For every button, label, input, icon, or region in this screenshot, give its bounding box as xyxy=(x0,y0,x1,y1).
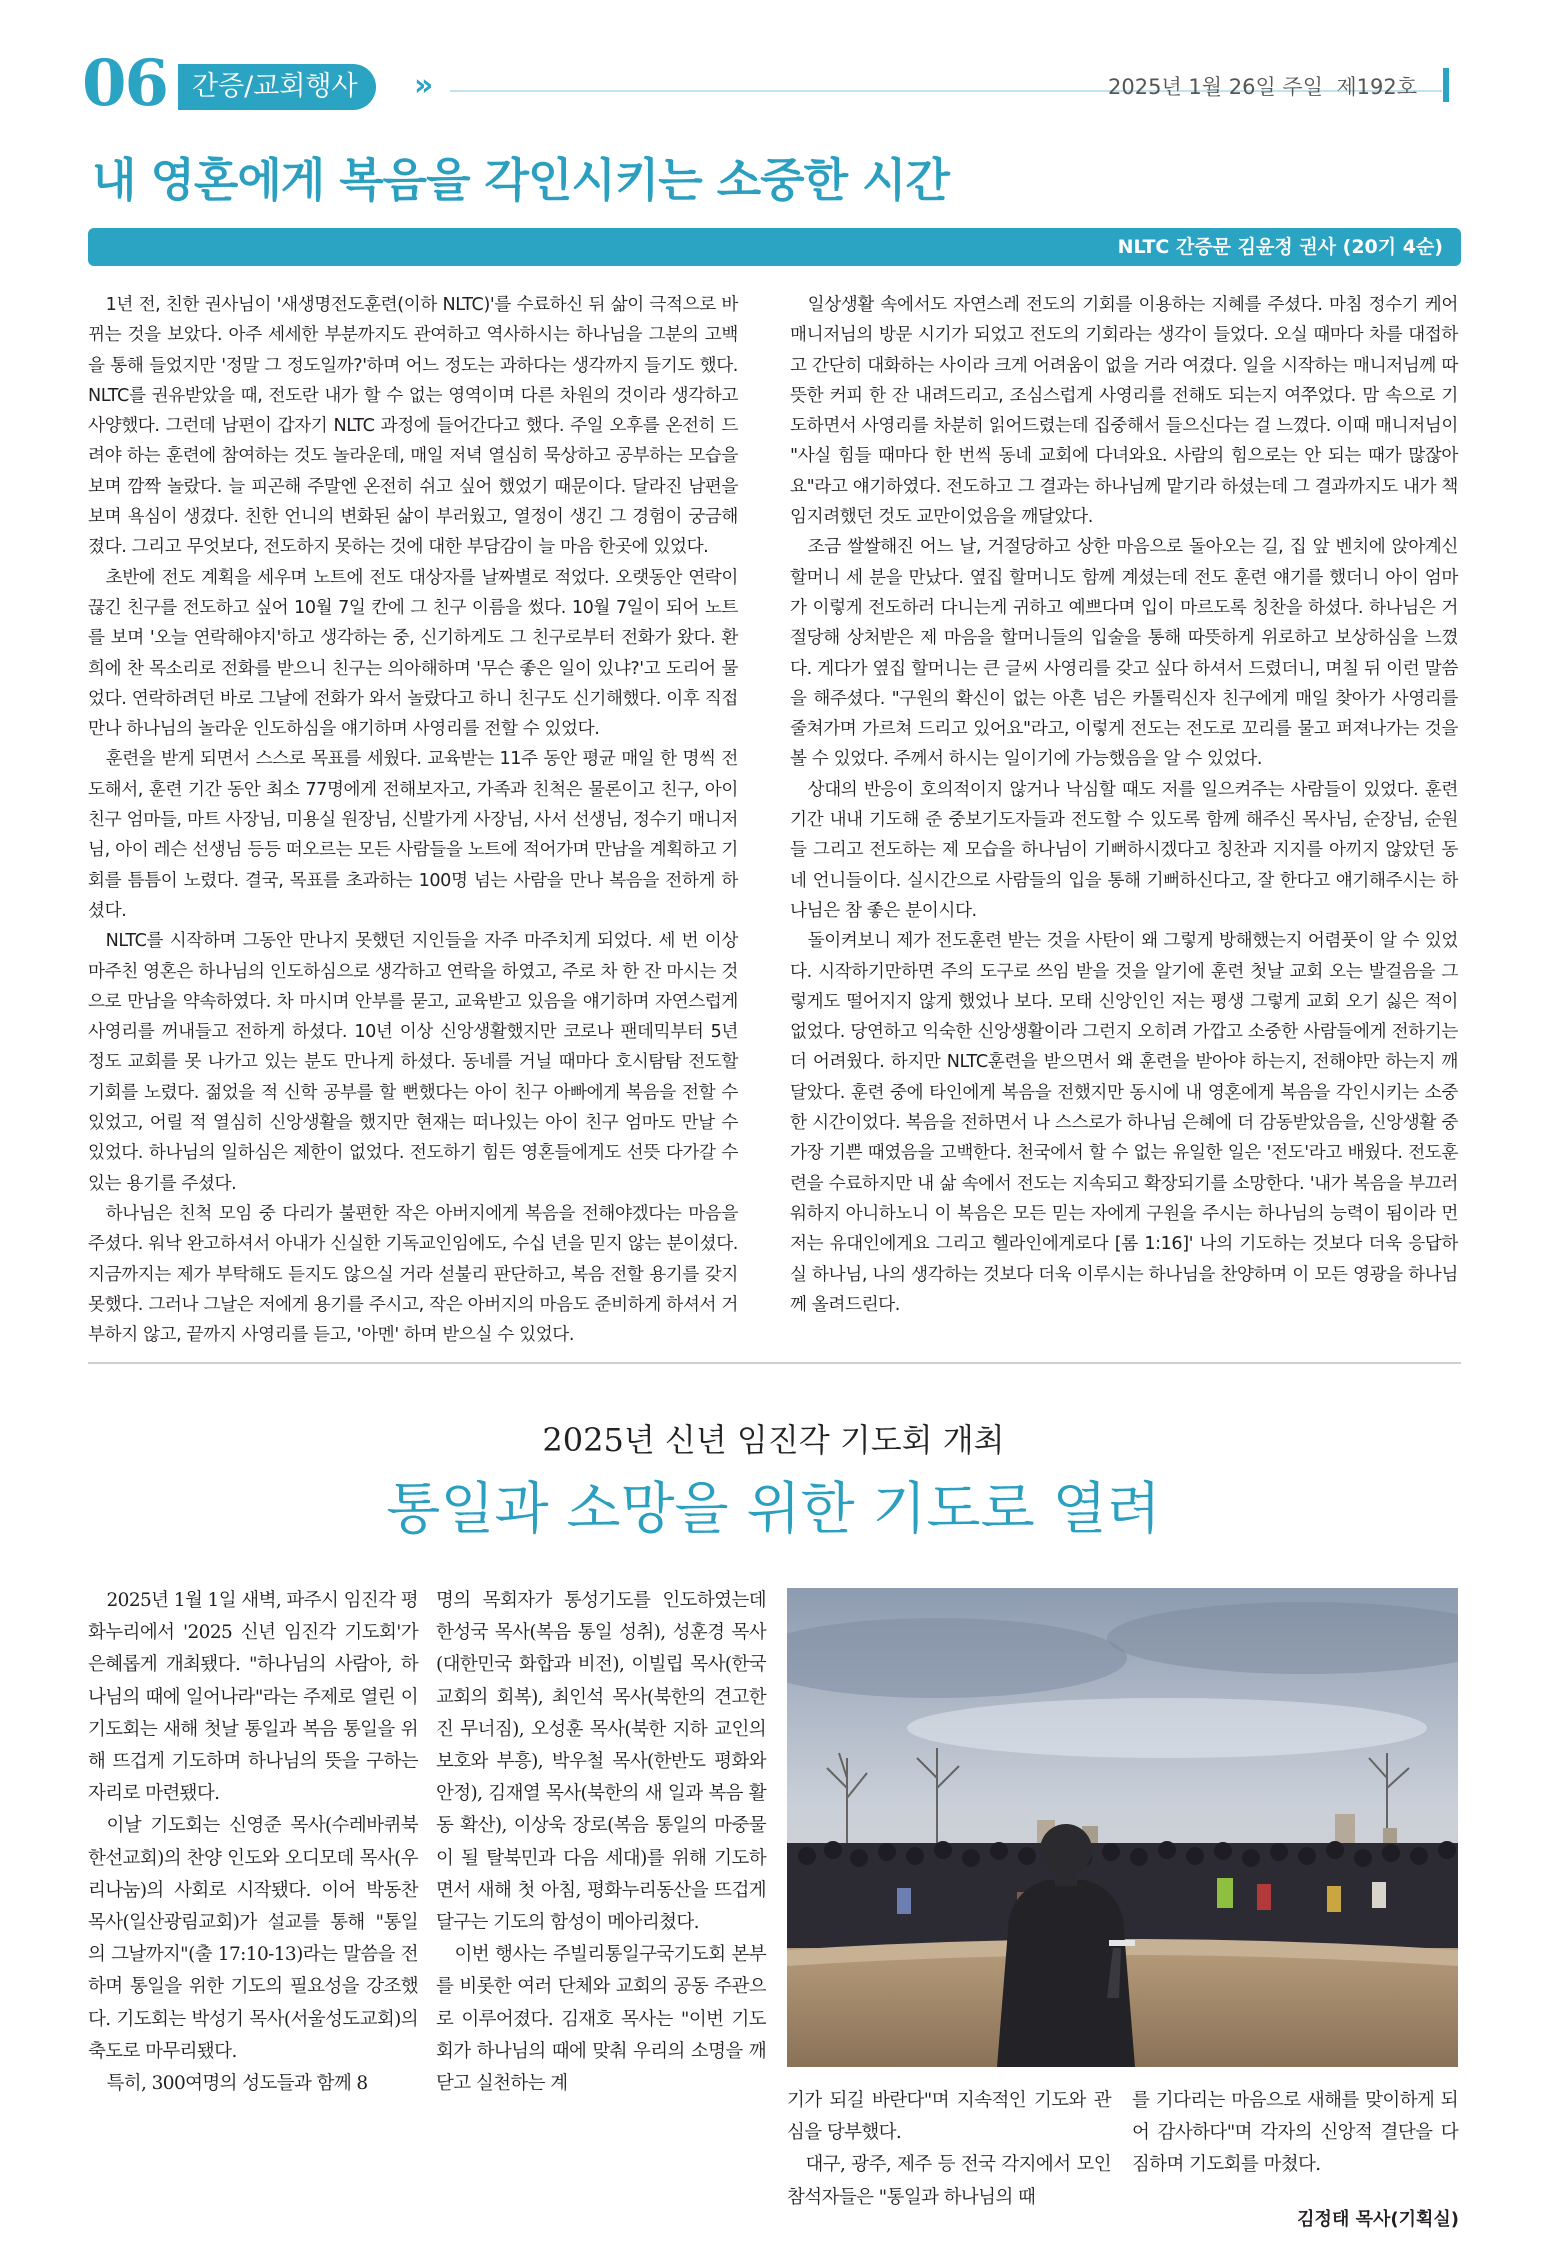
paragraph: 2025년 1월 1일 새벽, 파주시 임진각 평화누리에서 '2025 신년 임진각 기도회'가 은혜롭게 개최됐다. "하나님의 사람아, 하나님의 때에 일어나라"라는 주제로 열린 이 기도회는 새해 첫날 통일과 복음 통일을 위해 뜨겁게 기도하며 하나님의 뜻을 구하는 자리로 마련됐다. xyxy=(88,1590,418,1805)
article2-column-3 xyxy=(787,2085,1111,2214)
paragraph: 대구, 광주, 제주 등 전국 각지에서 모인 참석자들은 "통일과 하나님의 때 xyxy=(787,2154,1111,2208)
chevron-right-icon: » xyxy=(414,68,434,103)
paragraph: 명의 목회자가 통성기도를 인도하였는데 한성국 목사(복음 통일 성취), 성훈경 목사(대한민국 화합과 비전), 이빌립 목사(한국교회의 회복), 최인석 목사(북한의 견고한 진 무너짐), 오성훈 목사(북한 지하 교인의 보호와 부흥), 박우철 목사(한반도 평화와 안정), 김재열 목사(북한의 새 일과 복음 활동 확산), 이상욱 장로(복음 통일의 마중물이 될 탈북민과 다음 세대)를 위해 기도하면서 새해 첫 아침, 평화누리동산을 뜨겁게 달구는 기도의 함성이 메아리쳤다. xyxy=(436,1590,766,1934)
paragraph: 1년 전, 친한 권사님이 '새생명전도훈련(이하 NLTC)'를 수료하신 뒤 삶이 극적으로 바뀌는 것을 보았다. 아주 세세한 부분까지도 관여하고 역사하시는 하나님을 그분의 고백을 통해 들었지만 '정말 그 정도일까?'하며 어느 정도는 과하다는 생각까지 들기도 했다. NLTC를 권유받았을 때, 전도란 내가 할 수 없는 영역이며 다른 차원의 것이라 생각하고 사양했다. 그런데 남편이 갑자기 NLTC 과정에 들어간다고 했다. 주일 오후를 온전히 드려야 하는 훈련에 참여하는 것도 놀라운데, 매일 저녁 열심히 묵상하고 공부하는 모습을 보며 깜짝 놀랐다. 늘 피곤해 주말엔 온전히 쉬고 싶어 했었기 때문이다. 달라진 남편을 보며 욕심이 생겼다. 친한 언니의 변화된 삶이 부러웠고, 열정이 생긴 그 경험이 궁금해졌다. 그리고 무엇보다, 전도하지 못하는 것에 대한 부담감이 늘 마음 한곳에 있었다. xyxy=(88,295,738,558)
paragraph: 훈련을 받게 되면서 스스로 목표를 세웠다. 교육받는 11주 동안 평균 매일 한 명씩 전도해서, 훈련 기간 동안 최소 77명에게 전해보자고, 가족과 친척은 물론이고 친구, 아이 친구 엄마들, 마트 사장님, 미용실 원장님, 신발가게 사장님, 사서 선생님, 정수기 매니저님, 아이 레슨 선생님 등등 떠오르는 모든 사람들을 노트에 적어가며 만남을 계획하고 기회를 틈틈이 노렸다. 결국, 목표를 초과하는 100명 넘는 사람을 만나 복음을 전하게 하셨다. xyxy=(88,749,738,921)
paragraph: 특히, 300여명의 성도들과 함께 8 xyxy=(106,2073,368,2095)
paragraph: 상대의 반응이 호의적이지 않거나 낙심할 때도 저를 일으켜주는 사람들이 있었다. 훈련 기간 내내 기도해 준 중보기도자들과 전도할 수 있도록 함께 해주신 목사님, 순장님, 순원들 그리고 전도하는 제 모습을 하나님이 기뻐하시겠다고 칭찬과 지지를 아끼지 않았던 동네 언니들이다. 실시간으로 사람들의 입을 통해 기뻐하신다고, 잘 한다고 얘기해주시는 하나님은 참 좋은 분이시다. xyxy=(790,779,1458,921)
article-column-left xyxy=(88,290,738,1350)
issue-info xyxy=(1108,72,1417,102)
paragraph: 돌이켜보니 제가 전도훈련 받는 것을 사탄이 왜 그렇게 방해했는지 어렴풋이 알 수 있었다. 시작하기만하면 주의 도구로 쓰임 받을 것을 알기에 훈련 첫날 교회 오는 발걸음을 그렇게도 떨어지지 않게 했었나 보다. 모태 신앙인인 저는 평생 그렇게 교회 오기 싫은 적이 없었다. 당연하고 익숙한 신앙생활이라 그런지 오히려 가깝고 소중한 사람들에게 전하기는 더 어려웠다. 하지만 NLTC훈련을 받으면서 왜 훈련을 받아야 하는지, 전해야만 하는지 깨달았다. 훈련 중에 타인에게 복음을 전했지만 동시에 내 영혼에게 복음을 각인시키는 소중한 시간이었다. 복음을 전하면서 나 스스로가 하나님 은혜에 더 감동받았음을, 신앙생활 중 가장 기쁜 때였음을 고백한다. 천국에서 할 수 없는 유일한 일은 '전도'라고 배웠다. 전도훈련을 수료하지만 내 삶 속에서 전도는 지속되고 확장되기를 소망한다. '내가 복음을 부끄러워하지 아니하노니 이 복음은 모든 믿는 자에게 구원을 주시는 하나님의 능력이 됨이라 먼저는 유대인에게요 그리고 헬라인에게로다 [롬 1:16]' 나의 기도하는 것보다 더욱 응답하실 하나님, 나의 생각하는 것보다 더욱 이루시는 하나님을 찬양하며 이 모든 영광을 하나님께 올려드린다. xyxy=(790,931,1458,1315)
article2-column-4 xyxy=(1132,2085,1458,2182)
issue-number: 제192호 xyxy=(1336,75,1417,99)
paragraph: 일상생활 속에서도 자연스레 전도의 기회를 이용하는 지혜를 주셨다. 마침 정수기 케어매니저님의 방문 시기가 되었고 전도의 기회라는 생각이 들었다. 오실 때마다 차를 대접하고 간단히 대화하는 사이라 크게 어려움이 없을 거라 여겼다. 일을 시작하는 매니저님께 따뜻한 커피 한 잔 내려드리고, 조심스럽게 사영리를 전해도 되는지 여쭈었다. 맘 속으로 기도하면서 사영리를 차분히 읽어드렸는데 집중해서 들으신다는 걸 느꼈다. 이때 매니저님이 "사실 힘들 때마다 한 번씩 동네 교회에 다녀와요. 사람의 힘으로는 안 되는 때가 많잖아요"라고 얘기하였다. 전도하고 그 결과는 하나님께 맡기라 하셨는데 그 결과까지도 내가 책임지려했던 것도 교만이었음을 깨달았다. xyxy=(790,295,1458,528)
paragraph: 이날 기도회는 신영준 목사(수레바퀴북한선교회)의 찬양 인도와 오디모데 목사(우리나눔)의 사회로 시작됐다. 이어 박동찬 목사(일산광림교회)가 설교를 통해 "통일의 그날까지"(출 17:10-13)라는 말씀을 전하며 통일을 위한 기도의 필요성을 강조했다. 기도회는 박성기 목사(서울성도교회)의 축도로 마무리됐다. xyxy=(88,1815,418,2062)
paragraph: NLTC를 시작하며 그동안 만나지 못했던 지인들을 자주 마주치게 되었다. 세 번 이상 마주친 영혼은 하나님의 인도하심으로 생각하고 연락을 하였고, 주로 차 한 잔 마시는 것으로 만남을 약속하였다. 차 마시며 안부를 묻고, 교육받고 있음을 얘기하며 자연스럽게 사영리를 꺼내들고 전하게 하셨다. 10년 이상 신앙생활했지만 코로나 팬데믹부터 5년 정도 교회를 못 나가고 있는 분도 만나게 하셨다. 동네를 거닐 때마다 호시탐탐 전도할 기회를 노렸다. 젊었을 적 신학 공부를 할 뻔했다는 아이 친구 아빠에게 복음을 전할 수 있었고, 어릴 적 열심히 신앙생활을 했지만 현재는 떠나있는 아이 친구 엄마도 만날 수 있었다. 하나님의 일하심은 제한이 없었다. 전도하기 힘든 영혼들에게도 선뜻 다가갈 수 있는 용기를 주셨다. xyxy=(88,931,738,1194)
page-number: 06 xyxy=(82,46,168,121)
paragraph: 를 기다리는 마음으로 새해를 맞이하게 되어 감사하다"며 각자의 신앙적 결단을 다짐하며 기도회를 마쳤다. xyxy=(1132,2090,1458,2176)
article2-subtitle: 2025년 신년 임진각 기도회 개최 xyxy=(542,1421,1005,1459)
paragraph: 이번 행사는 주빌리통일구국기도회 본부를 비롯한 여러 단체와 교회의 공동 주관으로 이루어졌다. 김재호 목사는 "이번 기도회가 하나님의 때에 맞춰 우리의 소명을 깨닫고 실천하는 계 xyxy=(436,1944,766,2095)
article2-column-2 xyxy=(436,1585,766,2100)
header-accent-bar xyxy=(1443,68,1449,102)
section-divider xyxy=(88,1362,1461,1364)
article2-signature: 김정태 목사(기획실) xyxy=(1297,2209,1459,2230)
article-byline: NLTC 간증문 김윤정 권사 (20기 4순) xyxy=(1117,236,1443,258)
paragraph: 초반에 전도 계획을 세우며 노트에 전도 대상자를 날짜별로 적었다. 오랫동안 연락이 끊긴 친구를 전도하고 싶어 10월 7일 칸에 그 친구 이름을 썼다. 10월 7일이 되어 노트를 보며 '오늘 연락해야지'하고 생각하는 중, 신기하게도 그 친구로부터 전화가 왔다. 환희에 찬 목소리로 전화를 받으니 친구는 의아해하며 '무슨 좋은 일이 있냐?'고 도리어 물었다. 연락하려던 바로 그날에 전화가 와서 놀랐다고 하니 친구도 신기해했다. 이후 직접 만나 하나님의 놀라운 인도하심을 얘기하며 사영리를 전할 수 있었다. xyxy=(88,567,738,740)
article2-title: 통일과 소망을 위한 기도로 열려 xyxy=(386,1477,1161,1542)
section-tag: 간증/교회행사 xyxy=(178,64,376,110)
article-column-right xyxy=(790,290,1458,1320)
paragraph: 하나님은 친척 모임 중 다리가 불편한 작은 아버지에게 복음을 전해야겠다는 마음을 주셨다. 워낙 완고하셔서 아내가 신실한 기독교인임에도, 수십 년을 믿지 않는 분이셨다. 지금까지는 제가 부탁해도 듣지도 않으실 거라 섣불리 판단하고, 복음 전할 용기를 갖지 못했다. 그러나 그날은 저에게 용기를 주시고, 작은 아버지의 마음도 준비하게 하셔서 거부하지 않고, 끝까지 사영리를 듣고, '아멘' 하며 받으실 수 있었다. xyxy=(88,1203,738,1346)
prayer-meeting-photo xyxy=(787,1588,1458,2067)
paragraph: 기가 되길 바란다"며 지속적인 기도와 관심을 당부했다. xyxy=(787,2090,1111,2144)
issue-date: 2025년 1월 26일 주일 xyxy=(1108,75,1323,99)
article-title: 내 영혼에게 복음을 각인시키는 소중한 시간 xyxy=(92,153,949,207)
paragraph: 조금 쌀쌀해진 어느 날, 거절당하고 상한 마음으로 돌아오는 길, 집 앞 벤치에 앉아계신 할머니 세 분을 만났다. 옆집 할머니도 함께 계셨는데 전도 훈련 얘기를 했더니 아이 엄마가 이렇게 전도하러 다니는게 귀하고 예쁘다며 입이 마르도록 칭찬을 하셨다. 하나님은 거절당해 상처받은 제 마음을 할머니들의 입술을 통해 따뜻하게 위로하고 보상하심을 느꼈다. 게다가 옆집 할머니는 큰 글씨 사영리를 갖고 싶다 하셔서 드렸더니, 며칠 뒤 이런 말씀을 해주셨다. "구원의 확신이 없는 아흔 넘은 카톨릭신자 친구에게 매일 찾아가 사영리를 줄쳐가며 가르쳐 드리고 있어요"라고, 이렇게 전도는 전도로 꼬리를 물고 퍼져나가는 것을 볼 수 있었다. 주께서 하시는 일이기에 가능했음을 알 수 있었다. xyxy=(790,537,1458,770)
article2-column-1 xyxy=(88,1585,418,2100)
